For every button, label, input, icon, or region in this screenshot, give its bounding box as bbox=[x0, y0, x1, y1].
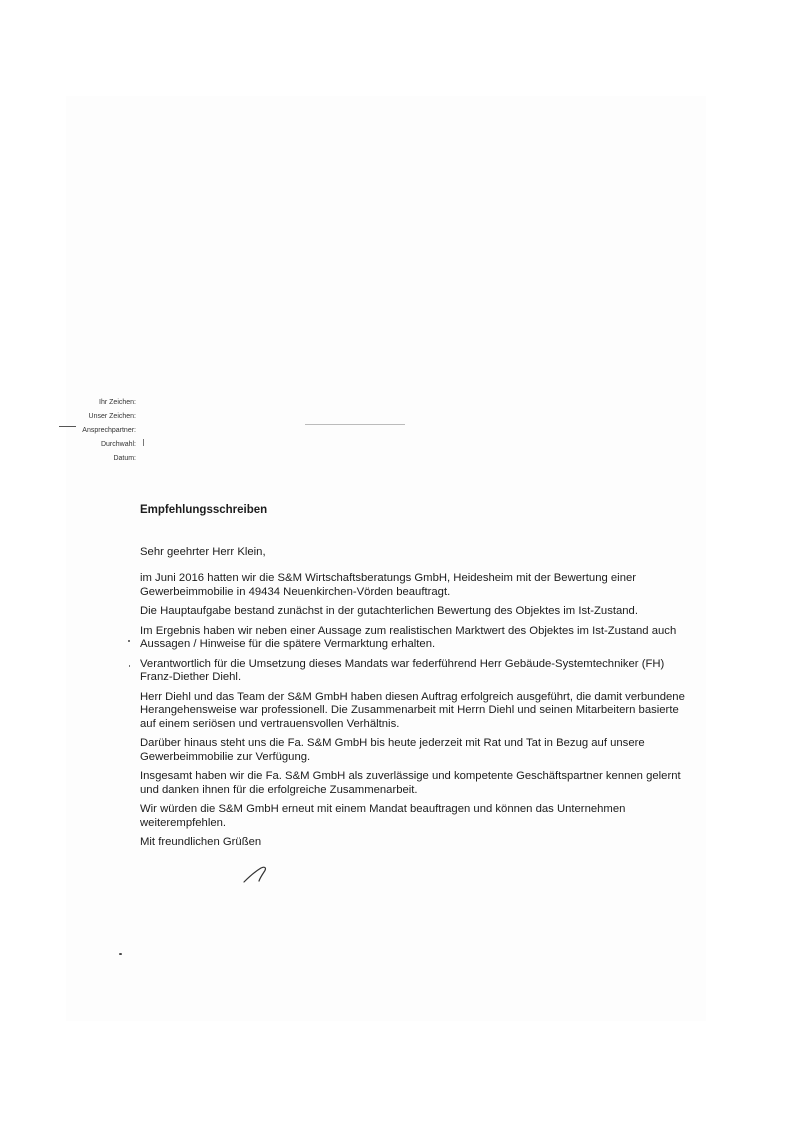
letter-paragraph: Wir würden die S&M GmbH erneut mit einem Mandat beauftragen und können das Unternehmen weiterempfehlen. bbox=[140, 803, 626, 829]
letter-body bbox=[140, 504, 685, 850]
scan-artifact-tick bbox=[143, 439, 144, 446]
letter-paragraph: Darüber hinaus steht uns die Fa. S&M GmbH bis heute jederzeit mit Rat und Tat in Bezug auf unsere Gewerbeimmobilie zur Verfügung. bbox=[140, 737, 645, 763]
scan-artifact-redaction-line bbox=[305, 424, 405, 425]
scan-speck bbox=[119, 953, 122, 955]
ref-ihr-zeichen-label: Ihr Zeichen: bbox=[99, 399, 136, 406]
letter-paragraph: Verantwortlich für die Umsetzung dieses Mandats war federführend Herr Gebäude-Systemtechniker (FH) Franz-Diether Diehl. bbox=[140, 657, 665, 683]
letter-paragraph: Die Hauptaufgabe bestand zunächst in der gutachterlichen Bewertung des Objektes im Ist-Zustand. bbox=[140, 605, 638, 617]
letter-paragraph: Herr Diehl und das Team der S&M GmbH haben diesen Auftrag erfolgreich ausgeführt, die damit verbundene Herangehensweise war professionell. Die Zusammenarbeit mit Herrn Diehl und seinen Mitarbeitern basierte auf einem seriösen und vertrauensvollen Verhältnis. bbox=[140, 690, 685, 730]
letter-paragraph: im Juni 2016 hatten wir die S&M Wirtschaftsberatungs GmbH, Heidesheim mit der Bewertung einer Gewerbeimmobilie in 49434 Neuenkirchen-Vörden beauftragt. bbox=[140, 572, 637, 598]
letter-salutation: Sehr geehrter Herr Klein, bbox=[140, 545, 266, 558]
ref-durchwahl-label: Durchwahl: bbox=[100, 441, 136, 448]
scan-artifact-dash bbox=[59, 426, 76, 427]
ref-unser-zeichen-label: Unser Zeichen: bbox=[88, 413, 136, 420]
letter-paragraph: Insgesamt haben wir die Fa. S&M GmbH als zuverlässige und kompetente Geschäftspartner kennen gelernt und danken ihnen für die erfolgreiche Zusammenarbeit. bbox=[140, 770, 681, 796]
handwritten-signature-icon bbox=[240, 862, 272, 886]
scan-speck bbox=[128, 640, 130, 642]
letter-paragraph: Im Ergebnis haben wir neben einer Aussage zum realistischen Marktwert des Objektes im Ist-Zustand auch Aussagen / Hinweise für die spätere Vermarktung erhalten. bbox=[140, 624, 677, 650]
scan-speck bbox=[129, 665, 130, 667]
ref-datum-label: Datum: bbox=[113, 455, 136, 462]
letter-closing: Mit freundlichen Grüßen bbox=[140, 836, 262, 848]
ref-ansprechpartner-label: Ansprechpartner: bbox=[82, 427, 136, 434]
reference-block bbox=[40, 396, 136, 466]
letter-subject: Empfehlungsschreiben bbox=[140, 504, 268, 516]
